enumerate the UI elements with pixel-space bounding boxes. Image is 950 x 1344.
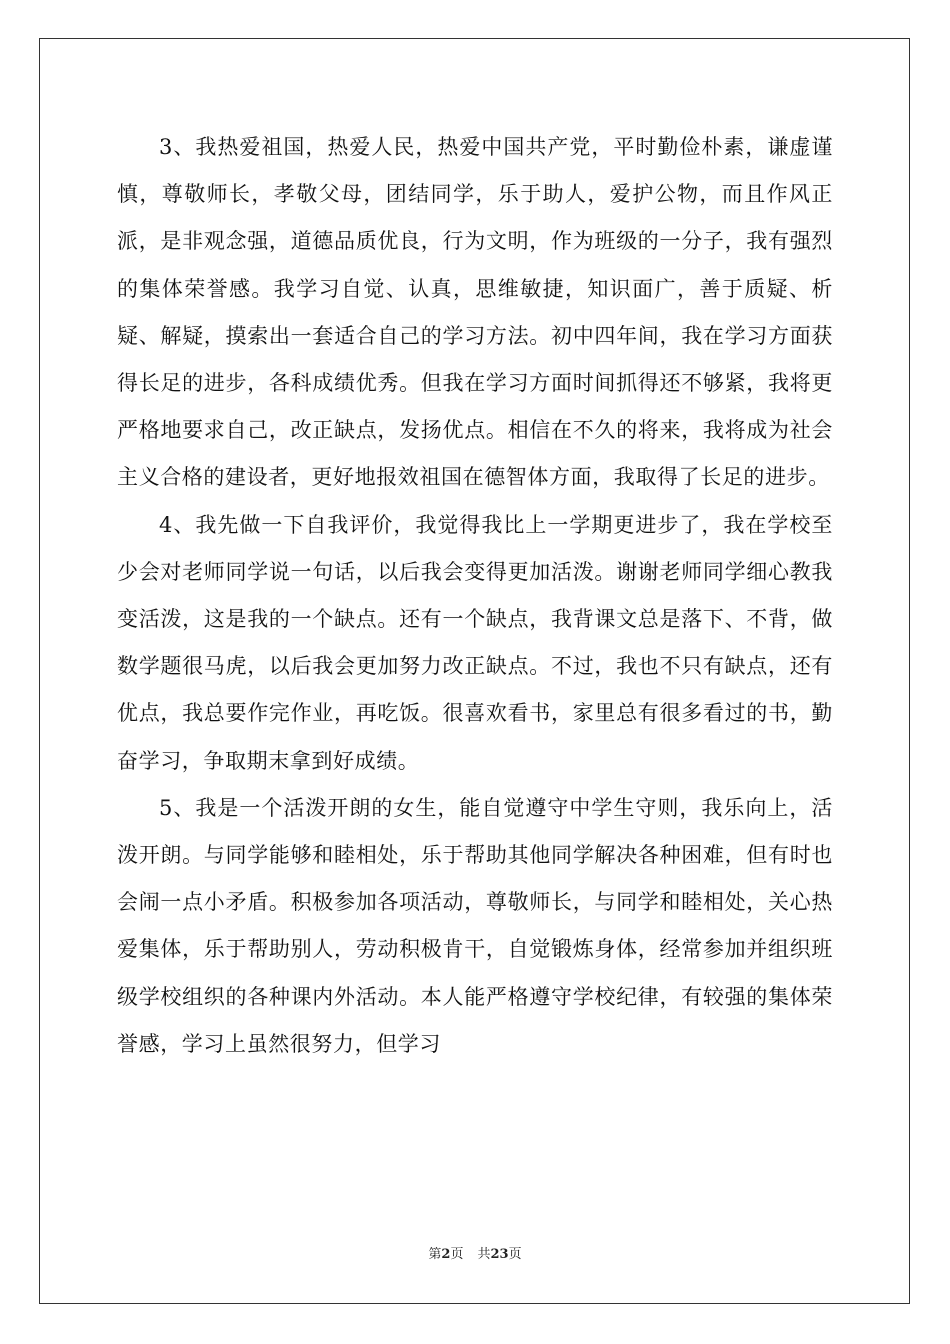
total-prefix: 共 <box>477 1247 491 1262</box>
paragraph-5: 5、我是一个活泼开朗的女生，能自觉遵守中学生守则，我乐向上，活泼开朗。与同学能够和睦相处，乐于帮助其他同学解决各种困难，但有时也会闹一点小矛盾。积极参加各项活动，尊敬师长，与同学和睦相处，关心热爱集体，乐于帮助别人，劳动积极肯干，自觉锻炼身体，经常参加并组织班级学校组织的各种课内外活动。本人能严格遵守学校纪律，有较强的集体荣誉感，学习上虽然很努力，但学习 <box>117 795 833 1056</box>
paragraph-3: 3、我热爱祖国，热爱人民，热爱中国共产党，平时勤俭朴素，谦虚谨慎，尊敬师长，孝敬父母，团结同学，乐于助人，爱护公物，而且作风正派，是非观念强，道德品质优良，行为文明，作为班级的一分子，我有强烈的集体荣誉感。我学习自觉、认真，思维敏捷，知识面广，善于质疑、析疑、解疑，摸索出一套适合自己的学习方法。初中四年间，我在学习方面获得长足的进步，各科成绩优秀。但我在学习方面时间抓得还不够紧，我将更严格地要求自己，改正缺点，发扬优点。相信在不久的将来，我将成为社会主义合格的建设者，更好地报效祖国在德智体方面，我取得了长足的进步。 <box>117 135 833 490</box>
page-prefix: 第 <box>428 1247 442 1262</box>
page-footer <box>0 1243 950 1262</box>
document-body <box>117 124 833 1068</box>
page-suffix: 页 <box>450 1247 464 1262</box>
page-number: 2 <box>441 1247 451 1262</box>
paragraph-4: 4、我先做一下自我评价，我觉得我比上一学期更进步了，我在学校至少会对老师同学说一句话，以后我会变得更加活泼。谢谢老师同学细心教我变活泼，这是我的一个缺点。还有一个缺点，我背课文总是落下、不背，做数学题很马虎，以后我会更加努力改正缺点。不过，我也不只有缺点，还有优点，我总要作完作业，再吃饭。很喜欢看书，家里总有很多看过的书，勤奋学习，争取期末拿到好成绩。 <box>117 512 833 773</box>
total-suffix: 页 <box>508 1247 522 1262</box>
total-pages: 23 <box>490 1247 509 1262</box>
